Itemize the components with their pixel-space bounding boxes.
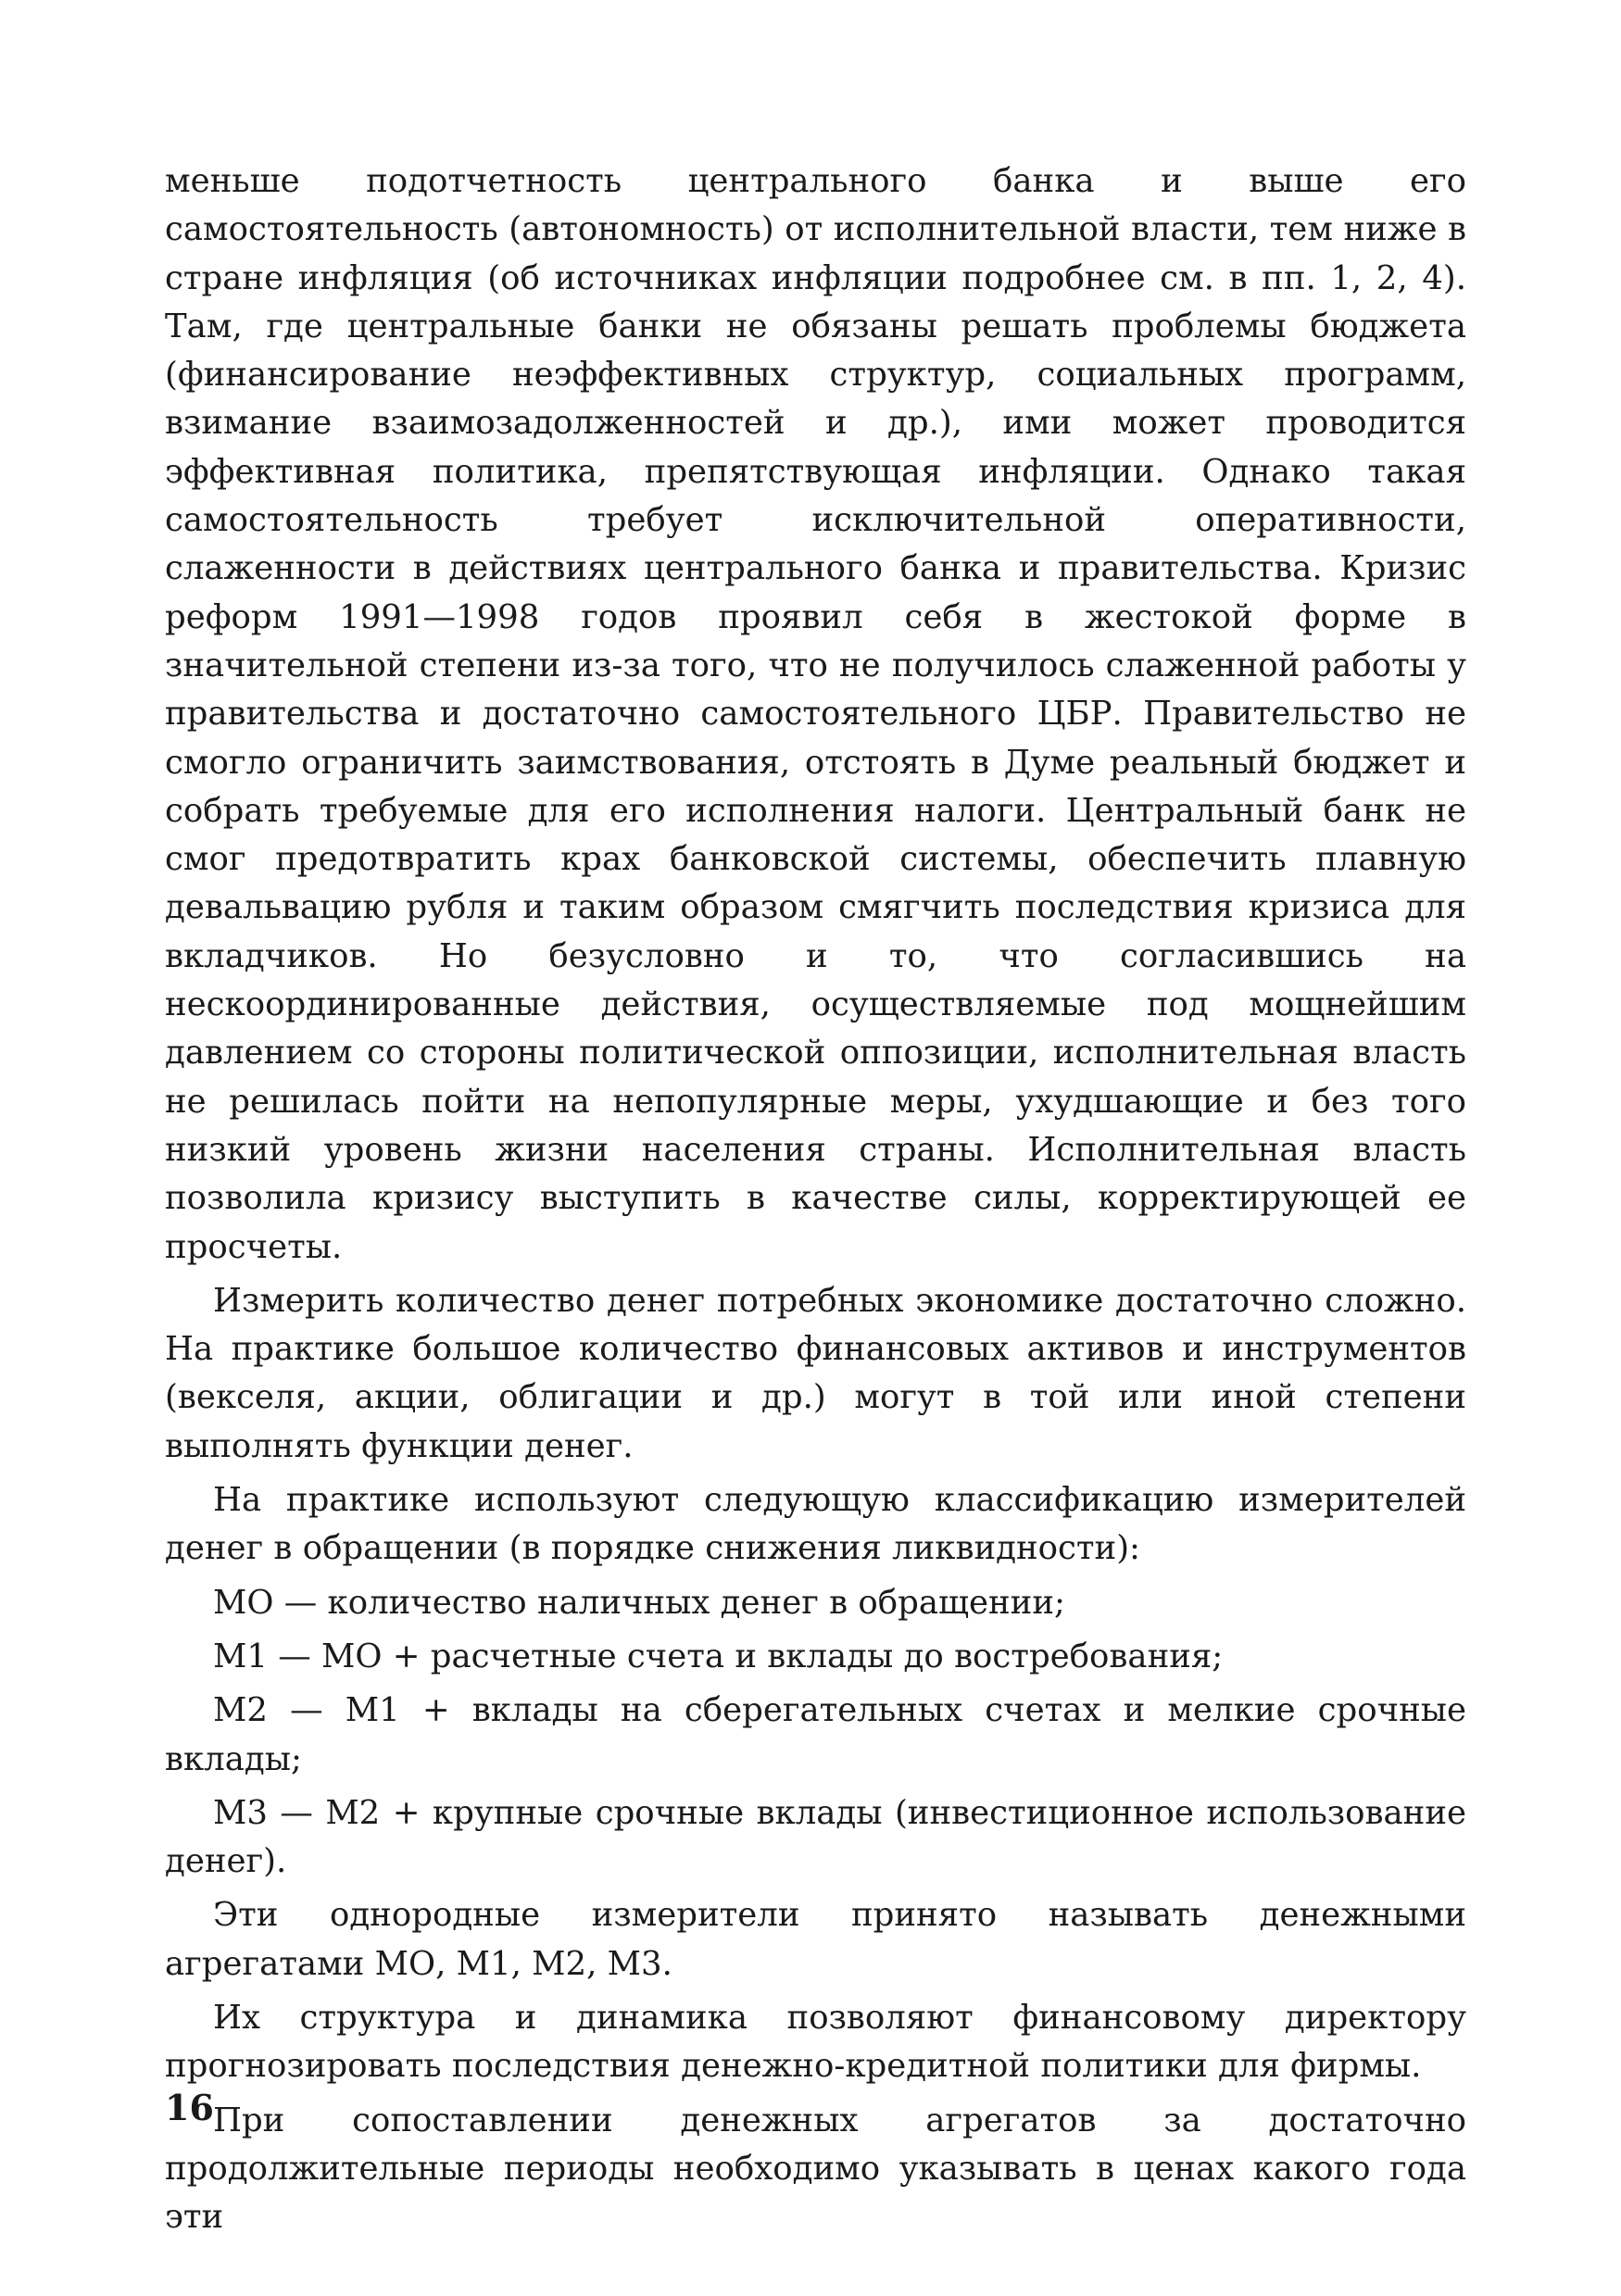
- body-text: [165, 157, 1466, 2247]
- paragraph-comparison-prices: При сопоставлении денежных агрегатов за достаточно продолжительные периоды необходимо указывать в ценах какого года эти: [165, 2101, 1466, 2237]
- aggregate-m1: М1 — МО + расчетные счета и вклады до востребования;: [213, 1637, 1224, 1675]
- page-number: 16: [165, 2087, 214, 2128]
- paragraph-money-measurement: Измерить количество денег потребных экономике достаточно сложно. На практике большое количество финансовых активов и инструментов (векселя, акции, облигации и др.) могут в той или иной степени выполнять функции денег.: [165, 1281, 1466, 1465]
- paragraph-central-bank-autonomy: меньше подотчетность центрального банка и выше его самостоятельность (автономность) от исполнительной власти, тем ниже в стране инфляция (об источниках инфляции подробнее см. в пп. 1, 2, 4). Там, где центральные банки не обязаны решать проблемы бюджета (финансирование неэффективных структур, социальных программ, взимание взаимозадолженностей и др.), ими может проводится эффективная политика, препятствующая инфляции. Однако такая самостоятельность требует исключительной оперативности, слаженности в действиях центрального банка и правительства. Кризис реформ 1991—1998 годов проявил себя в жестокой форме в значительной степени из-за того, что не получилось слаженной работы у правительства и достаточно самостоятельного ЦБР. Правительство не смогло ограничить заимствования, отстоять в Думе реальный бюджет и собрать требуемые для его исполнения налоги. Центральный банк не смог предотвратить крах банковской системы, обеспечить плавную девальвацию рубля и таким образом смягчить последствия кризиса для вкладчиков. Но безусловно и то, что согласившись на нескоординированные действия, осуществляемые под мощнейшим давлением со стороны политической оппозиции, исполнительная власть не решилась пойти на непопулярные меры, ухудшающие и без того низкий уровень жизни населения страны. Исполнительная власть позволила кризису выступить в качестве силы, корректирующей ее просчеты.: [165, 162, 1466, 1266]
- paragraph-structure-dynamics: Их структура и динамика позволяют финансовому директору прогнозировать последствия денежно-кредитной политики для фирмы.: [165, 1998, 1466, 2086]
- aggregate-m3: М3 — М2 + крупные срочные вклады (инвестиционное использование денег).: [165, 1793, 1466, 1881]
- aggregate-m2: М2 — М1 + вклады на сберегательных счетах и мелкие срочные вклады;: [165, 1691, 1466, 1778]
- paragraph-classification-intro: На практике используют следующую классификацию измерителей денег в обращении (в порядке снижения ликвидности):: [165, 1481, 1466, 1568]
- aggregate-m0: МО — количество наличных денег в обращении;: [213, 1583, 1065, 1622]
- paragraph-aggregates-naming: Эти однородные измерители принято называть денежными агрегатами МО, М1, М2, М3.: [165, 1896, 1466, 1983]
